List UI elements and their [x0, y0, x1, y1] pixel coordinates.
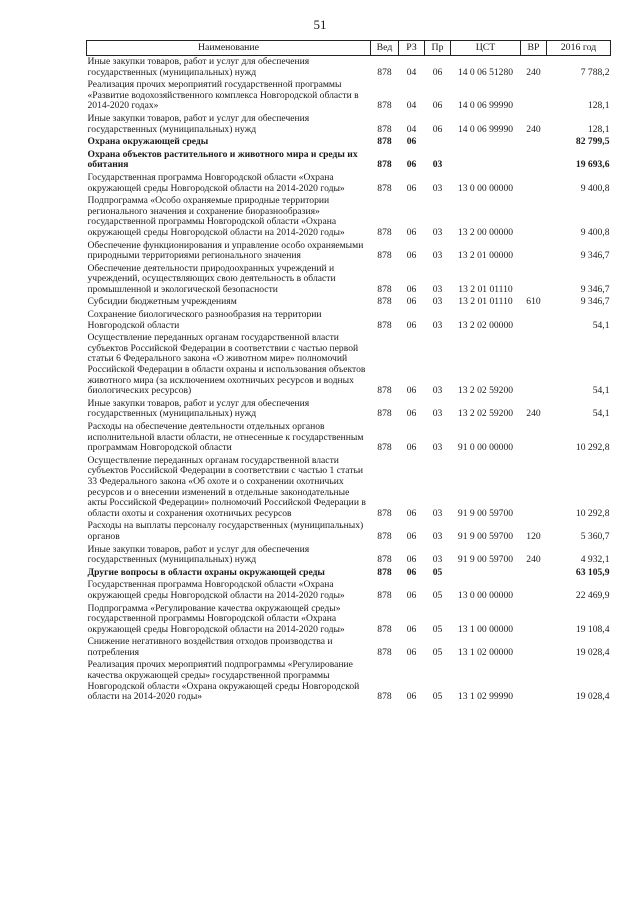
row-vr: [521, 421, 547, 455]
column-header-pr: Пр: [425, 41, 451, 56]
row-ved: 878: [377, 408, 392, 420]
row-ved: 878: [377, 507, 392, 519]
row-cst: 91 0 00 00000: [457, 442, 514, 454]
row-vr: 240: [526, 66, 541, 78]
row-vr: [521, 332, 547, 398]
row-name: Осуществление переданных органам государственной власти субъектов Российской Федерации в соответствии с частью первой статьи 6 Федерального закона «О животном мире» полномочий Российской Федерации в области охраны и использования объектов животного мира (за исключением охотничьих ресурсов и водных биологических ресурсов): [87, 332, 366, 397]
row-ved: 878: [377, 159, 392, 171]
row-name: Сохранение биологического разнообразия на территории Новгородской области: [87, 309, 322, 331]
row-pr: 05: [432, 691, 443, 703]
table-row: [87, 544, 611, 567]
row-pr: 06: [432, 123, 443, 135]
row-rz: 06: [406, 623, 417, 635]
row-cst: 14 0 06 99990: [457, 123, 514, 135]
row-amount: 19 108,4: [575, 623, 610, 635]
row-amount: 7 788,2: [580, 66, 610, 78]
row-rz: 06: [406, 226, 417, 238]
row-cst: 14 0 06 99990: [457, 100, 514, 112]
row-cst: 13 0 00 00000: [457, 589, 514, 601]
row-name: Охрана объектов растительного и животного мира и среды их обитания: [87, 148, 358, 171]
row-name: Расходы на выплаты персоналу государственных (муниципальных) органов: [87, 520, 364, 542]
table-body: [87, 56, 611, 704]
row-vr: [521, 136, 547, 149]
row-pr: 03: [432, 385, 443, 397]
row-pr: 03: [432, 250, 443, 262]
row-rz: 06: [406, 408, 417, 420]
row-name: Государственная программа Новгородской области «Охрана окружающей среды Новгородской области на 2014-2020 годы»: [87, 579, 345, 601]
row-cst: 13 2 01 01110: [458, 296, 513, 308]
table-row: [87, 195, 611, 239]
row-amount: 63 105,9: [575, 566, 610, 578]
column-header-ved: Вед: [371, 41, 399, 56]
table-row: [87, 309, 611, 332]
row-vr: [521, 263, 547, 297]
row-name: Охрана окружающей среды: [87, 136, 209, 148]
table-row: [87, 579, 611, 602]
table-row: [87, 455, 611, 521]
row-vr: [521, 149, 547, 172]
row-vr: [521, 579, 547, 602]
table-row: [87, 172, 611, 195]
row-amount: 54,1: [592, 319, 610, 331]
row-vr: [521, 309, 547, 332]
table-row: [87, 636, 611, 659]
row-ved: 878: [377, 566, 392, 578]
row-vr: [521, 567, 547, 580]
row-name: Субсидии бюджетным учреждениям: [87, 296, 237, 308]
row-rz: 06: [406, 530, 417, 542]
row-name: Снижение негативного воздействия отходов производства и потребления: [87, 636, 333, 658]
table-row: [87, 136, 611, 149]
row-vr: [521, 603, 547, 637]
row-amount: 54,1: [592, 385, 610, 397]
row-rz: 06: [406, 136, 417, 148]
row-name: Иные закупки товаров, работ и услуг для обеспечения государственных (муниципальных) нужд: [87, 112, 310, 135]
row-amount: 9 346,7: [580, 296, 610, 308]
row-rz: 04: [406, 123, 417, 135]
row-rz: 06: [406, 296, 417, 308]
row-cst: 13 2 02 59200: [457, 385, 514, 397]
row-rz: 06: [406, 159, 417, 171]
row-amount: 19 028,4: [575, 646, 610, 658]
table-row: [87, 240, 611, 263]
row-cst: 13 2 01 00000: [457, 250, 514, 262]
row-pr: 03: [432, 296, 443, 308]
row-ved: 878: [377, 623, 392, 635]
row-name: Осуществление переданных органам государственной власти субъектов Российской Федерации в соответствии с частью 1 статьи 33 Федерального закона «Об охоте и о сохранении охотничьих ресурсов и о внесении изменений в отдельные законодательные акты Российской Федерации» полномочий Российской Федерации в области охоты и сохранения охотничьих ресурсов: [87, 454, 366, 519]
row-ved: 878: [377, 250, 392, 262]
row-vr: [521, 455, 547, 521]
row-pr: 03: [432, 159, 443, 171]
row-pr: 03: [432, 507, 443, 519]
row-ved: 878: [377, 296, 392, 308]
row-amount: 9 400,8: [580, 226, 610, 238]
row-pr: 03: [432, 554, 443, 566]
row-vr: 120: [526, 530, 541, 542]
row-rz: 04: [406, 66, 417, 78]
row-rz: 06: [406, 319, 417, 331]
table-row: [87, 113, 611, 136]
row-rz: 06: [406, 554, 417, 566]
row-cst: 13 1 00 00000: [457, 623, 514, 635]
row-name: Реализация прочих мероприятий подпрограммы «Регулирование качества окружающей среды» государственной программы Новгородской области «Охрана окружающей среды Новгородской области на 2014-2020 годы»: [87, 659, 360, 703]
row-ved: 878: [377, 100, 392, 112]
row-ved: 878: [377, 691, 392, 703]
row-ved: 878: [377, 554, 392, 566]
row-amount: 9 400,8: [580, 182, 610, 194]
column-header-cst: ЦСТ: [451, 41, 521, 56]
row-name: Иные закупки товаров, работ и услуг для обеспечения государственных (муниципальных) нужд: [87, 56, 310, 78]
row-ved: 878: [377, 283, 392, 295]
row-rz: 06: [406, 646, 417, 658]
row-pr: 03: [432, 530, 443, 542]
row-amount: 22 469,9: [575, 589, 610, 601]
row-pr: 03: [432, 442, 443, 454]
table-row: [87, 603, 611, 637]
row-vr: [521, 79, 547, 113]
row-cst: [451, 567, 521, 580]
row-name: Обеспечение функционирования и управление особо охраняемыми природными территориями регионального значения: [87, 239, 364, 262]
table-row: [87, 296, 611, 309]
table-row: [87, 56, 611, 80]
row-name: Расходы на обеспечение деятельности отдельных органов исполнительной власти области, не отнесенные к государственным программам Новгородской области: [87, 421, 364, 454]
row-pr: 03: [432, 182, 443, 194]
row-rz: 06: [406, 589, 417, 601]
row-ved: 878: [377, 646, 392, 658]
row-rz: 04: [406, 100, 417, 112]
row-vr: 240: [526, 408, 541, 420]
row-vr: 240: [526, 554, 541, 566]
row-name: Другие вопросы в области охраны окружающей среды: [87, 566, 325, 578]
row-ved: 878: [377, 385, 392, 397]
column-header-rz: РЗ: [399, 41, 425, 56]
row-amount: 9 346,7: [580, 283, 610, 295]
row-cst: 91 9 00 59700: [457, 507, 514, 519]
row-pr: 05: [432, 623, 443, 635]
row-vr: 240: [526, 123, 541, 135]
table-row: [87, 332, 611, 398]
row-pr: [425, 136, 451, 149]
row-rz: 06: [406, 566, 417, 578]
row-name: Государственная программа Новгородской области «Охрана окружающей среды Новгородской области на 2014-2020 годы»: [87, 171, 345, 194]
row-amount: 5 360,7: [580, 530, 610, 542]
table-row: [87, 421, 611, 455]
row-cst: 91 9 00 59700: [457, 554, 514, 566]
table-row: [87, 659, 611, 703]
table-row: [87, 263, 611, 297]
row-rz: 06: [406, 250, 417, 262]
page-number: 51: [313, 17, 327, 32]
row-vr: 610: [526, 296, 541, 308]
row-vr: [521, 636, 547, 659]
row-ved: 878: [377, 182, 392, 194]
table-row: [87, 567, 611, 580]
row-cst: 14 0 06 51280: [457, 66, 514, 78]
row-rz: 06: [406, 182, 417, 194]
row-amount: 10 292,8: [575, 442, 610, 454]
row-cst: 13 0 00 00000: [457, 182, 514, 194]
row-ved: 878: [377, 66, 392, 78]
row-name: Реализация прочих мероприятий государственной программы «Развитие водохозяйственного комплекса Новгородской области в 2014-2020 годах»: [87, 79, 359, 112]
row-cst: 91 9 00 59700: [457, 530, 514, 542]
row-name: Подпрограмма «Особо охраняемые природные территории регионального значения и сохранение биоразнообразия» государственной программы Новгородской области «Охрана окружающей среды Новгородской области на 2014-2020 годы»: [87, 195, 345, 238]
row-ved: 878: [377, 136, 392, 148]
column-header-amount: 2016 год: [547, 41, 611, 56]
row-name: Иные закупки товаров, работ и услуг для обеспечения государственных (муниципальных) нужд: [87, 397, 310, 420]
row-cst: 13 1 02 00000: [457, 646, 514, 658]
row-rz: 06: [406, 691, 417, 703]
row-amount: 82 799,5: [575, 136, 610, 148]
row-amount: 128,1: [587, 123, 610, 135]
row-ved: 878: [377, 226, 392, 238]
row-pr: 06: [432, 100, 443, 112]
row-cst: 13 1 02 99990: [457, 691, 514, 703]
row-pr: 05: [432, 646, 443, 658]
row-ved: 878: [377, 530, 392, 542]
table-header-row: [87, 41, 611, 56]
row-pr: 06: [432, 66, 443, 78]
row-pr: 05: [432, 566, 443, 578]
row-cst: 13 2 01 01110: [458, 283, 513, 295]
row-amount: 9 346,7: [580, 250, 610, 262]
row-vr: [521, 172, 547, 195]
row-vr: [521, 240, 547, 263]
row-ved: 878: [377, 442, 392, 454]
row-ved: 878: [377, 319, 392, 331]
row-amount: 19 693,6: [575, 159, 610, 171]
row-amount: 54,1: [592, 408, 610, 420]
budget-table: [86, 40, 611, 704]
row-vr: [521, 195, 547, 239]
row-name: Подпрограмма «Регулирование качества окружающей среды» государственной программы Новгородской области «Охрана окружающей среды Новгородской области на 2014-2020 годы»: [87, 602, 345, 635]
row-name: Иные закупки товаров, работ и услуг для обеспечения государственных (муниципальных) нужд: [87, 543, 310, 566]
column-header-name: Наименование: [87, 41, 371, 56]
row-pr: 03: [432, 319, 443, 331]
row-pr: 05: [432, 589, 443, 601]
row-cst: 13 2 00 00000: [457, 226, 514, 238]
row-rz: 06: [406, 507, 417, 519]
row-pr: 03: [432, 226, 443, 238]
table-row: [87, 398, 611, 421]
column-header-vr: ВР: [521, 41, 547, 56]
row-rz: 06: [406, 283, 417, 295]
row-ved: 878: [377, 589, 392, 601]
row-rz: 06: [406, 385, 417, 397]
row-pr: 03: [432, 283, 443, 295]
row-amount: 10 292,8: [575, 507, 610, 519]
row-vr: [521, 659, 547, 703]
row-ved: 878: [377, 123, 392, 135]
row-cst: 13 2 02 00000: [457, 319, 514, 331]
table-row: [87, 149, 611, 172]
row-cst: 13 2 02 59200: [457, 408, 514, 420]
row-rz: 06: [406, 442, 417, 454]
row-amount: 4 932,1: [580, 554, 610, 566]
row-cst: [451, 149, 521, 172]
row-name: Обеспечение деятельности природоохранных учреждений и учреждений, осуществляющих свою деятельность в области промышленной и экологической безопасности: [87, 262, 336, 295]
table-row: [87, 520, 611, 543]
row-amount: 128,1: [587, 100, 610, 112]
row-cst: [451, 136, 521, 149]
row-pr: 03: [432, 408, 443, 420]
row-amount: 19 028,4: [575, 691, 610, 703]
table-row: [87, 79, 611, 113]
